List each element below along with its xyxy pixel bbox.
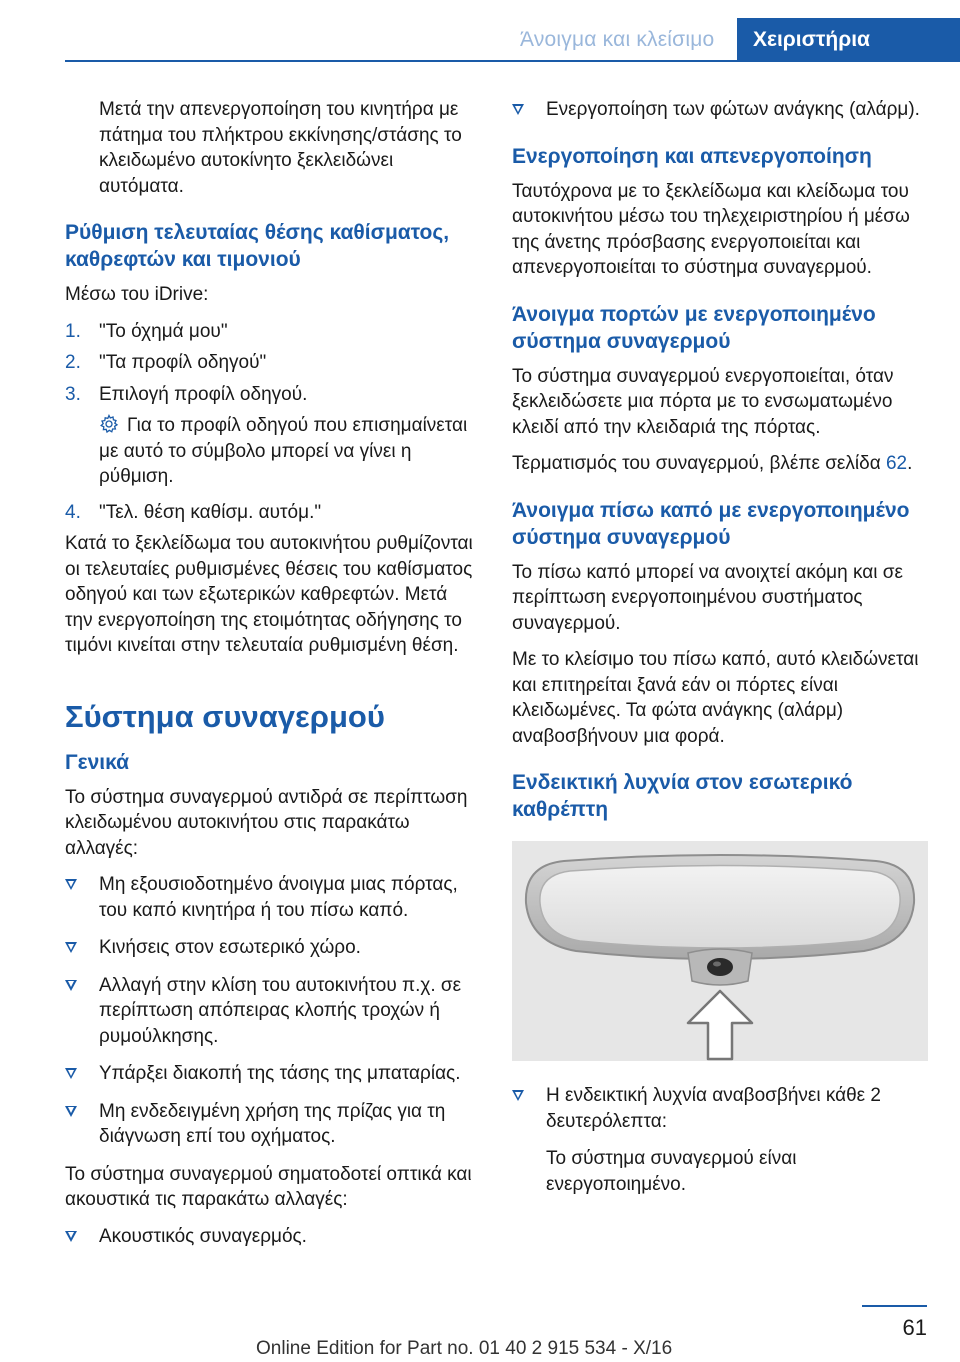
trunk-paragraph-1: Το πίσω καπό μπορεί να ανοιχτεί ακόμη και σε περίπτωση ενεργοποιημένου συστήματος συναγερμού. [512,561,903,634]
intro-paragraph: Μετά την απενεργοποίηση του κινητήρα με πάτημα του πλήκτρου εκκίνησης/στάσης το κλειδωμένο αυτοκίνητο ξεκλειδώνει αυτόματα. [99,99,462,197]
heading-trunk-alarm: Άνοιγμα πίσω καπό με ενεργοποιημένο σύστημα συναγερμού [512,498,910,549]
bullet-text: Η ενδεικτική λυχνία αναβοσβήνει κάθε 2 δευτερόλεπτα: [546,1085,881,1132]
rear-view-mirror-image [512,841,928,1061]
step-text: "Τελ. θέση καθίσμ. αυτόμ." [99,501,322,523]
list-item [65,319,480,345]
bullet-text: Αλλαγή στην κλίση του αυτοκινήτου π.χ. σε περίπτωση απόπειρας κλοπής τροχών ή ρυμούλκησης. [99,974,462,1047]
bullet-triangle-icon [65,1231,77,1242]
edition-line: Online Edition for Part no. 01 40 2 915 534 - X/16 [256,1338,673,1359]
list-item [65,872,480,923]
bullet-triangle-icon [65,942,77,953]
doors-paragraph: Το σύστημα συναγερμού ενεργοποιείται, όταν ξεκλειδώσετε μια πόρτα με το ενσωματωμένο κλειδί από την κλειδαριά της πόρτας. [512,365,894,438]
heading-doors-alarm: Άνοιγμα πορτών με ενεργοποιημένο σύστημα συναγερμού [512,302,876,353]
bullet-triangle-icon [65,879,77,890]
step-number: 3. [65,383,81,405]
bullet-triangle-icon [65,1106,77,1117]
header-rule [65,60,960,62]
step-number: 2. [65,352,81,373]
mirror-illustration [512,841,928,1061]
header-chapter-tab: Χειριστήρια [737,18,960,62]
step-text: Επιλογή προφίλ οδηγού. [99,383,308,405]
heading-activation: Ενεργοποίηση και απενεργοποίηση [512,144,872,168]
list-item [65,1224,480,1250]
profile-note [65,413,480,490]
note-text: Για το προφίλ οδηγού που επισημαίνεται με αυτό το σύμβολο μπορεί να γίνει η ρύθμιση. [99,415,468,487]
general-paragraph: Το σύστημα συναγερμού αντιδρά σε περίπτωση κλειδωμένου αυτοκινήτου στις παρακάτω αλλαγές: [65,786,468,859]
list-item [65,500,480,526]
list-item [512,1083,928,1134]
bullet-triangle-icon [65,980,77,991]
heading-mirror-lamp: Ενδεικτική λυχνία στον εσωτερικό καθρέπτη [512,771,853,821]
trunk-paragraph-2: Με το κλείσιμο του πίσω καπό, αυτό κλειδώνεται και επιτηρείται ξανά εάν οι πόρτες είναι κλειδωμένες. Τα φώτα ανάγκης (αλάρμ) αναβοσβήνουν μια φορά. [512,649,919,747]
bullet-text: Κινήσεις στον εσωτερικό χώρο. [99,937,361,958]
end-alarm-paragraph [512,451,928,477]
end-alarm-period: . [907,453,913,474]
heading-last-seat-position: Ρύθμιση τελευταίας θέσης καθίσματος, καθρεφτών και τιμονιού [65,221,450,271]
bullet-triangle-icon [512,1090,524,1101]
bullet-text: Μη εξουσιοδοτημένο άνοιγμα μιας πόρτας, του καπό κινητήρα ή του πίσω καπό. [99,874,458,921]
page-number: 61 [902,1315,927,1340]
via-idrive-text: Μέσω του iDrive: [65,284,209,305]
lamp-paragraph: Το σύστημα συναγερμού είναι ενεργοποιημένο. [546,1148,797,1195]
heading-general: Γενικά [65,750,130,774]
activation-paragraph: Ταυτόχρονα με το ξεκλείδωμα και κλείδωμα του αυτοκινήτου μέσω του τηλεχειριστηρίου ή μέσω της άνετης πρόσβασης ενεργοποιείται και απενεργοποιείται το σύστημα συναγερμού. [512,180,910,278]
heading-alarm-system: Σύστημα συναγερμού [65,698,385,734]
list-item [65,1061,480,1087]
header-section-title: Άνοιγμα και κλείσιμο [520,28,715,51]
step-number: 1. [65,320,81,342]
unlock-paragraph: Κατά το ξεκλείδωμα του αυτοκινήτου ρυθμίζονται οι τελευταίες ρυθμισμένες θέσεις του καθίσματος οδηγού και των εξωτερικών καθρεφτών. Μετά την ενεργοποίηση της ετοιμότητας οδήγησης το τιμόνι κινείται στην τελευταία ρυθμισμένη θέση. [65,533,473,656]
bullet-text: Μη ενδεδειγμένη χρήση της πρίζας για τη διάγνωση επί του οχήματος. [99,1100,446,1147]
step-text: "Το όχημά μου" [99,320,228,342]
list-item [65,1099,480,1150]
bullet-text: Ακουστικός συναγερμός. [99,1225,307,1247]
step-number: 4. [65,501,81,523]
page-reference-link[interactable]: 62 [885,453,908,474]
footer-rule [862,1305,927,1307]
left-column [65,97,480,1261]
gear-icon [99,414,119,434]
list-item [65,935,480,961]
list-item [65,350,480,376]
list-item [65,973,480,1050]
bullet-triangle-icon [512,104,524,115]
list-item [65,382,480,408]
right-column [512,97,928,1208]
bullet-text: Υπάρξει διακοπή της τάσης της μπαταρίας. [99,1063,461,1084]
list-item [512,97,928,123]
end-alarm-text: Τερματισμός του συναγερμού, βλέπε σελίδα [512,453,881,474]
bullet-text: Ενεργοποίηση των φώτων ανάγκης (αλάρμ). [546,99,920,120]
bullet-triangle-icon [65,1068,77,1079]
signal-paragraph: Το σύστημα συναγερμού σηματοδοτεί οπτικά και ακουστικά τις παρακάτω αλλαγές: [65,1163,472,1210]
page-header [0,0,960,62]
step-text: "Τα προφίλ οδηγού" [99,352,267,373]
